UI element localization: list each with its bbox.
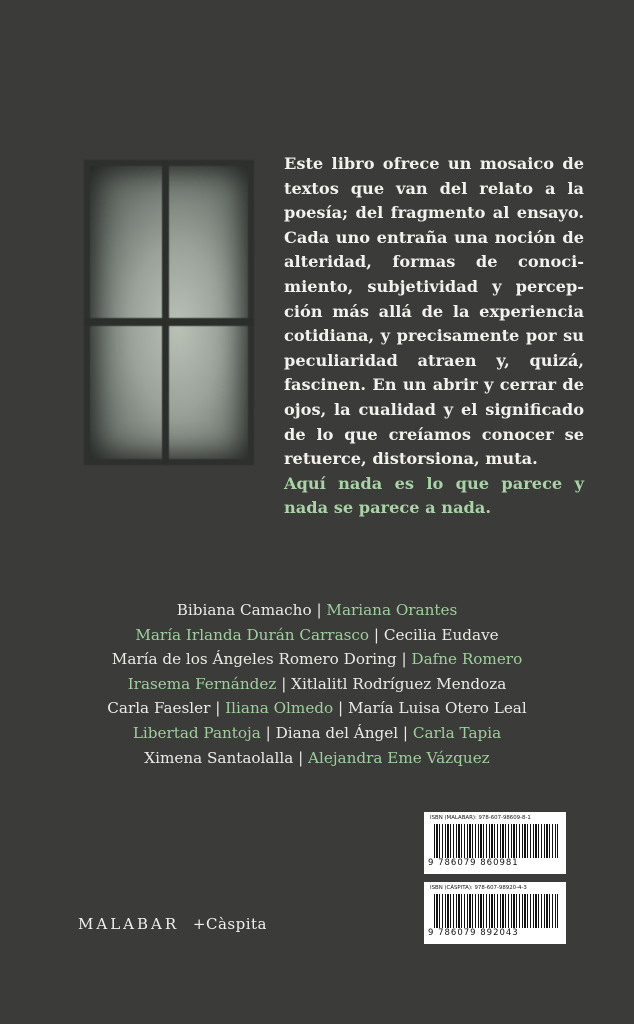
separator: | bbox=[373, 625, 380, 644]
author-name: María Irlanda Durán Carrasco bbox=[135, 625, 370, 644]
window-illustration bbox=[84, 160, 254, 465]
author-line bbox=[70, 623, 564, 648]
separator: | bbox=[402, 723, 409, 742]
author-line bbox=[70, 696, 564, 721]
separator: | bbox=[215, 699, 221, 718]
author-name: Xitlalitl Rodríguez Mendoza bbox=[291, 674, 507, 693]
author-name: Cecilia Eudave bbox=[383, 625, 499, 644]
window-mullion-horizontal bbox=[84, 318, 254, 326]
separator: | bbox=[316, 601, 322, 619]
author-name: María de los Ángeles Romero Doring bbox=[111, 650, 397, 669]
publisher-logos bbox=[78, 915, 267, 933]
author-name: Bibiana Camacho bbox=[176, 601, 312, 619]
author-line bbox=[70, 721, 564, 746]
author-line bbox=[70, 672, 564, 697]
separator: | bbox=[401, 650, 407, 669]
author-name: Diana del Ángel bbox=[275, 723, 399, 742]
isbn-label: ISBN (CÀSPITA): 978-607-98920-4-3 bbox=[430, 885, 527, 891]
separator: | bbox=[281, 674, 287, 693]
author-line bbox=[70, 647, 564, 672]
author-name: Ximena Santaolalla bbox=[144, 748, 294, 767]
window-frame bbox=[84, 160, 254, 465]
barcode-number: 9 786079 892043 bbox=[428, 928, 519, 938]
barcode-number: 9 786079 860981 bbox=[428, 858, 519, 868]
author-name: María Luisa Otero Leal bbox=[347, 699, 527, 718]
author-name: Mariana Orantes bbox=[326, 601, 458, 619]
author-name: Carla Tapia bbox=[412, 723, 502, 742]
cover-blurb bbox=[284, 152, 584, 521]
author-list bbox=[70, 598, 564, 770]
separator: | bbox=[298, 748, 304, 767]
publisher-malabar: MALABAR bbox=[78, 915, 180, 933]
publisher-caspita: +Càspita bbox=[192, 915, 267, 933]
isbn-label: ISBN (MALABAR): 978-607-98609-8-1 bbox=[430, 815, 531, 821]
author-line bbox=[70, 746, 564, 771]
author-line bbox=[70, 598, 564, 623]
window-mullion-vertical bbox=[162, 160, 169, 465]
barcode-icon bbox=[434, 824, 558, 858]
author-name: Dafne Romero bbox=[411, 650, 523, 669]
separator: | bbox=[265, 723, 271, 742]
barcode-malabar bbox=[424, 812, 566, 874]
author-name: Carla Faesler bbox=[107, 699, 211, 718]
author-name: Irasema Fernández bbox=[127, 674, 277, 693]
barcode-icon bbox=[434, 894, 558, 928]
author-name: Alejandra Eme Vázquez bbox=[308, 748, 490, 767]
separator: | bbox=[338, 699, 344, 718]
author-name: Libertad Pantoja bbox=[132, 723, 261, 742]
blurb-main-text: Este libro ofrece un mosaico de textos que van del relato a la poesía; del fragmento al ensayo. Cada uno entraña una noción de alteridad, formas de conocimiento, subjetividad y percepción más allá de la experiencia cotidiana, y precisamente por su peculiaridad atraen y, quizá, fascinen. En un abrir y cerrar de ojos, la cualidad y el significado de lo que creíamos conocer se retuerce, distorsiona, muta. bbox=[284, 154, 584, 469]
author-name: Iliana Olmedo bbox=[225, 699, 334, 718]
barcode-caspita bbox=[424, 882, 566, 944]
blurb-accent-text: Aquí nada es lo que parece y nada se parece a nada. bbox=[284, 473, 584, 518]
